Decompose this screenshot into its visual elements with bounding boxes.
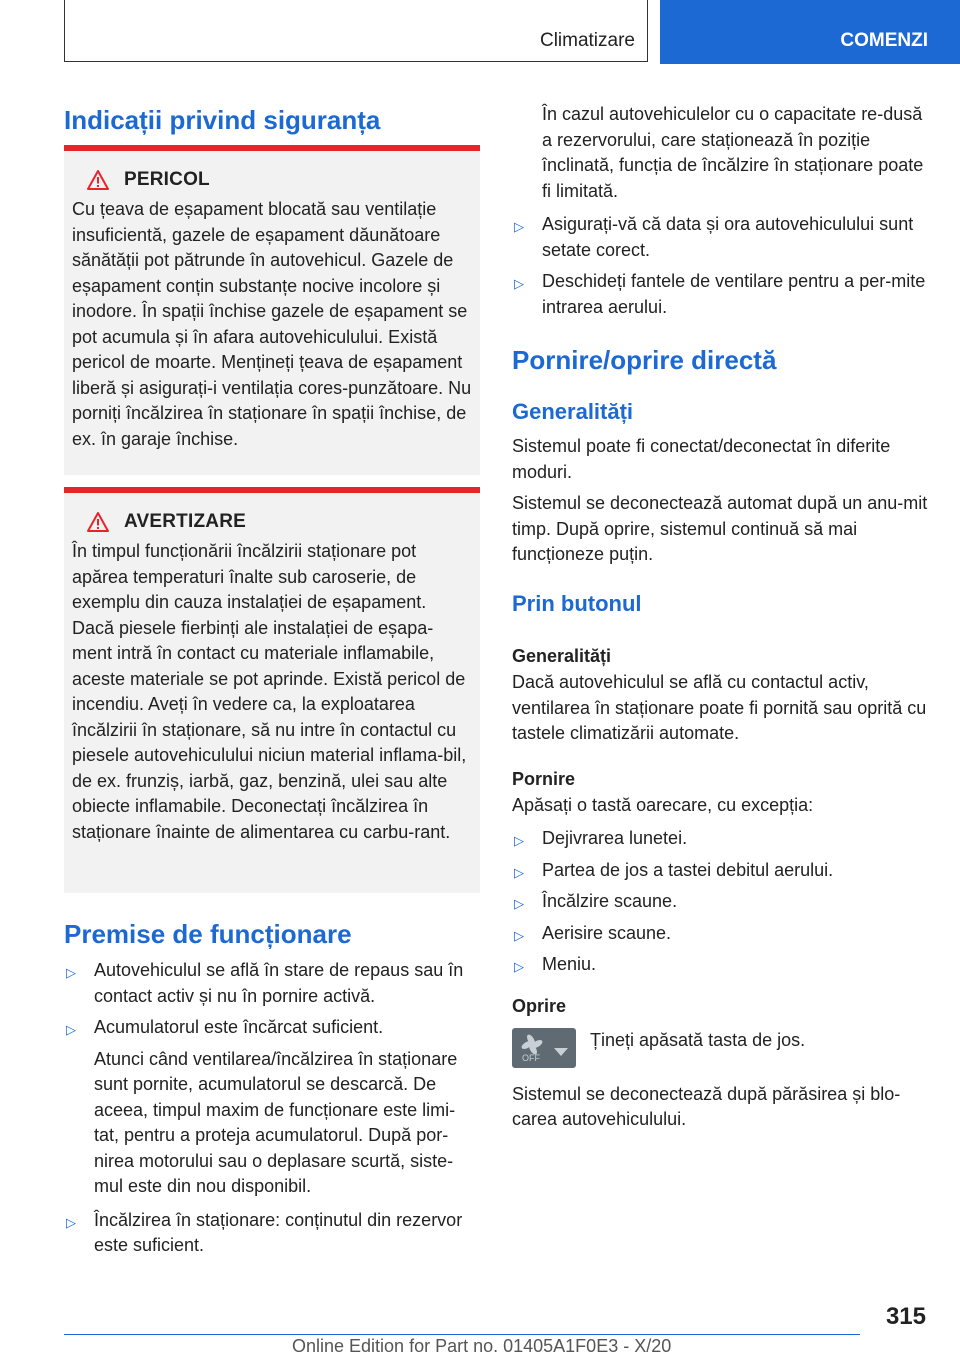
bullet-triangle-icon: ▷ [514, 219, 524, 234]
bullet-triangle-icon: ▷ [514, 959, 524, 974]
general-title: Generalități [512, 399, 634, 424]
warning-label: AVERTIZARE [124, 511, 246, 532]
button-section [512, 644, 928, 1133]
header-chapter-label: COMENZI [840, 30, 928, 51]
fan-off-button-icon [512, 1028, 576, 1068]
page-number: 315 [885, 1303, 926, 1330]
stop-row [512, 1028, 928, 1068]
stop-subheading: Oprire [512, 995, 567, 1016]
general-section [512, 434, 928, 568]
warning-text: În timpul funcționării încălzirii staționare pot apărea temperaturi înalte sub caroserie, de exemplu din cauza instalației de eșapament. Dacă piesele fierbinți ale instalației de eșapa-ment intră în contact cu materiale inflamabile, aceste materiale se pot aprinde. Există pericol de incendiu. Aveți în vedere ca, la exploatarea încălzirii în staționare, să nu intre în contactul cu piesele autovehiculului niciun material inflama-bil, de ex. frunziș, iarbă, gaz, benzină, ulei sau alte obiecte inflamabile. Deconectați încălzirea în staționare înainte de alimentarea cu carbu-rant. [72, 541, 467, 842]
bullet-triangle-icon: ▷ [514, 896, 524, 911]
warning-header [72, 511, 472, 533]
list-item: ▷ Deschideți fantele de ventilare pentru a per-mite intrarea aerului. [514, 271, 926, 317]
warning-triangle-icon [86, 169, 110, 191]
premise-list [64, 958, 480, 1041]
list-item: ▷ Acumulatorul este încărcat suficient. [64, 1015, 480, 1041]
safety-title: Indicații privind siguranța [64, 105, 381, 135]
general-paragraph-1: Sistemul poate fi conectat/deconectat în diferite moduri. [512, 436, 891, 482]
list-item: ▷ Aerisire scaune. [512, 921, 928, 947]
header-chapter-tab [660, 0, 960, 64]
footer-divider [64, 1334, 860, 1335]
preparation-list [512, 212, 928, 320]
bullet-triangle-icon: ▷ [66, 965, 76, 980]
footer-edition: Online Edition for Part no. 01405A1F0E3 - X/20 [292, 1336, 672, 1356]
list-item: ▷ Meniu. [512, 952, 928, 978]
premise-title: Premise de funcționare [64, 919, 352, 949]
list-item: ▷ Încălzirea în staționare: conținutul din rezervor este suficient. [66, 1209, 463, 1255]
danger-label: PERICOL [124, 169, 210, 190]
warning-box [64, 487, 480, 893]
bullet-triangle-icon: ▷ [66, 1022, 76, 1037]
list-item: ▷ Încălzire scaune. [512, 889, 928, 915]
premise-list-2 [64, 1208, 480, 1259]
stop-text: Țineți apăsată tasta de jos. [590, 1029, 806, 1050]
off-label: OFF [522, 1052, 540, 1063]
danger-header [72, 169, 472, 191]
warning-triangle-icon [86, 511, 110, 533]
button-general-text: Dacă autovehiculul se află cu contactul activ, ventilarea în staționare poate fi pornită sau oprită cu tastele climatizării automate. [512, 672, 927, 743]
right-top-section [512, 102, 928, 326]
start-exceptions-list [512, 826, 928, 978]
tank-note: În cazul autovehiculelor cu o capacitate re-dusă a rezervorului, care staționează în poziție înclinată, funcția de încălzire în staționare poate fi limitată. [542, 104, 924, 201]
general-paragraph-2: Sistemul se deconectează automat după un anu-mit timp. După oprire, sistemul continuă să mai funcționeze puțin. [512, 493, 928, 564]
final-text: Sistemul se deconectează după părăsirea și blo-carea autovehiculului. [512, 1083, 901, 1129]
list-item: ▷ Asigurați-vă că data și ora autovehiculului sunt setate corect. [514, 214, 914, 260]
header-section-tab [64, 0, 648, 62]
bullet-triangle-icon: ▷ [514, 927, 524, 943]
button-title: Prin butonul [512, 591, 642, 616]
bullet-triangle-icon: ▷ [514, 833, 524, 848]
direct-start-title: Pornire/oprire directă [512, 345, 777, 375]
list-item: ▷ Autovehiculul se află în stare de repaus sau în contact activ și nu în pornire activă. [66, 960, 464, 1006]
premise-note: Atunci când ventilarea/încălzirea în staționare sunt pornite, acumulatorul se descarcă. De aceea, timpul maxim de funcționare este limi-tat, pentru a proteja acumulatorul. După por-nirea motorului sau o deplasare scurtă, siste-mul este din nou disponibil. [94, 1048, 458, 1196]
premise-section [64, 958, 480, 1265]
bullet-triangle-icon: ▷ [66, 1214, 76, 1230]
danger-text: Cu țeava de eșapament blocată sau ventilație insuficientă, gazele de eșapament dăunătoare sănătății pot pătrunde în autovehicul. Gazele de eșapament conțin substanțe nocive incolore și inodore. În spații închise gazele de eșapament se pot acumula și în afara autovehiculului. Există pericol de moarte. Mențineți țeava de eșapament liberă și asigurați-i ventilația cores-punzătoare. Nu porniți încălzirea în staționare în spații închise, de ex. în garaje închise. [72, 199, 472, 449]
bullet-triangle-icon: ▷ [514, 864, 524, 880]
bullet-triangle-icon: ▷ [514, 276, 524, 291]
header-section-label: Climatizare [539, 30, 635, 51]
button-general-subheading: Generalități [512, 646, 612, 666]
list-item: ▷ Partea de jos a tastei debitul aerului. [512, 858, 928, 884]
danger-box [64, 145, 480, 475]
list-item: ▷ Dejivrarea lunetei. [512, 826, 928, 852]
start-text: Apăsați o tastă oarecare, cu excepția: [512, 794, 814, 815]
start-subheading: Pornire [512, 768, 576, 789]
